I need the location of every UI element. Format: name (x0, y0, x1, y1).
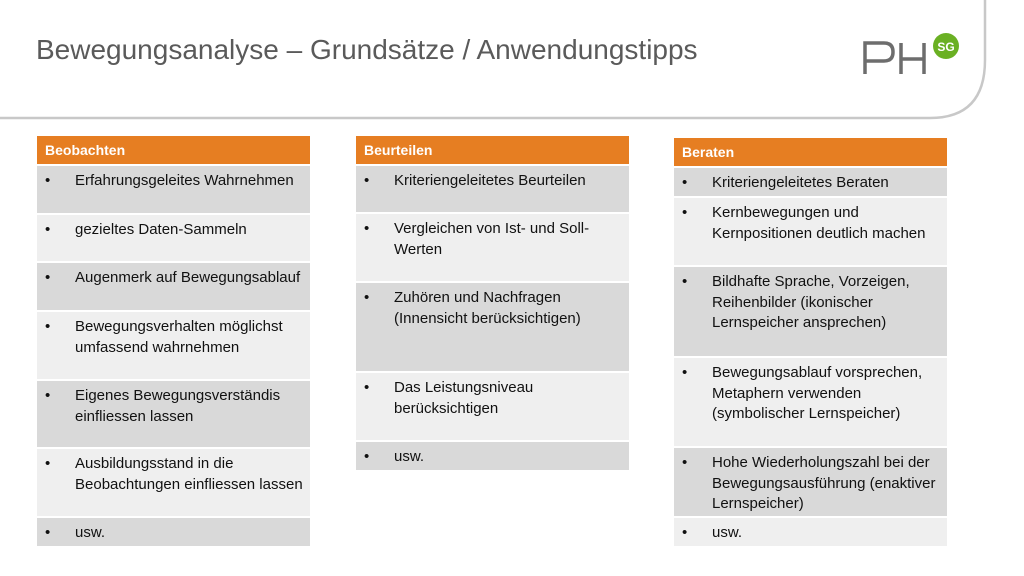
list-item: • usw. (37, 518, 310, 548)
list-item: • Kriteriengeleitetes Beurteilen (356, 166, 629, 214)
list-item: • Bewegungsverhalten möglichst umfassend wahrnehmen (37, 312, 310, 381)
column-beobachten (37, 136, 310, 548)
list-item: • Bildhafte Sprache, Vorzeigen, Reihenbilder (ikonischer Lernspeicher ansprechen) (674, 267, 947, 358)
list-item: • gezieltes Daten-Sammeln (37, 215, 310, 263)
ph-logo-icon (862, 32, 962, 80)
column-heading: Beurteilen (356, 136, 629, 166)
list-item: • Erfahrungsgeleites Wahrnehmen (37, 166, 310, 215)
list-item: • Eigenes Bewegungsverständis einfliessen lassen (37, 381, 310, 449)
list-item: • Das Leistungsniveau berücksichtigen (356, 373, 629, 442)
logo-badge-text: SG (937, 40, 955, 54)
column-beraten (674, 138, 947, 548)
list-item: • Augenmerk auf Bewegungsablauf (37, 263, 310, 312)
list-item: • usw. (356, 442, 629, 472)
list-item: • Bewegungsablauf vorsprechen, Metaphern verwenden (symbolischer Lernspeicher) (674, 358, 947, 448)
ph-sg-logo (862, 32, 962, 80)
list-item: • Kriteriengeleitetes Beraten (674, 168, 947, 198)
column-heading: Beobachten (37, 136, 310, 166)
list-item: • Vergleichen von Ist- und Soll-Werten (356, 214, 629, 283)
column-heading: Beraten (674, 138, 947, 168)
list-item: • usw. (674, 518, 947, 548)
list-item: • Zuhören und Nachfragen (Innensicht berücksichtigen) (356, 283, 629, 373)
list-item: • Hohe Wiederholungszahl bei der Bewegungsausführung (enaktiver Lernspeicher) (674, 448, 947, 518)
list-item: • Ausbildungsstand in die Beobachtungen einfliessen lassen (37, 449, 310, 518)
column-beurteilen (356, 136, 629, 472)
list-item: • Kernbewegungen und Kernpositionen deutlich machen (674, 198, 947, 267)
slide-title: Bewegungsanalyse – Grundsätze / Anwendungstipps (36, 34, 698, 65)
